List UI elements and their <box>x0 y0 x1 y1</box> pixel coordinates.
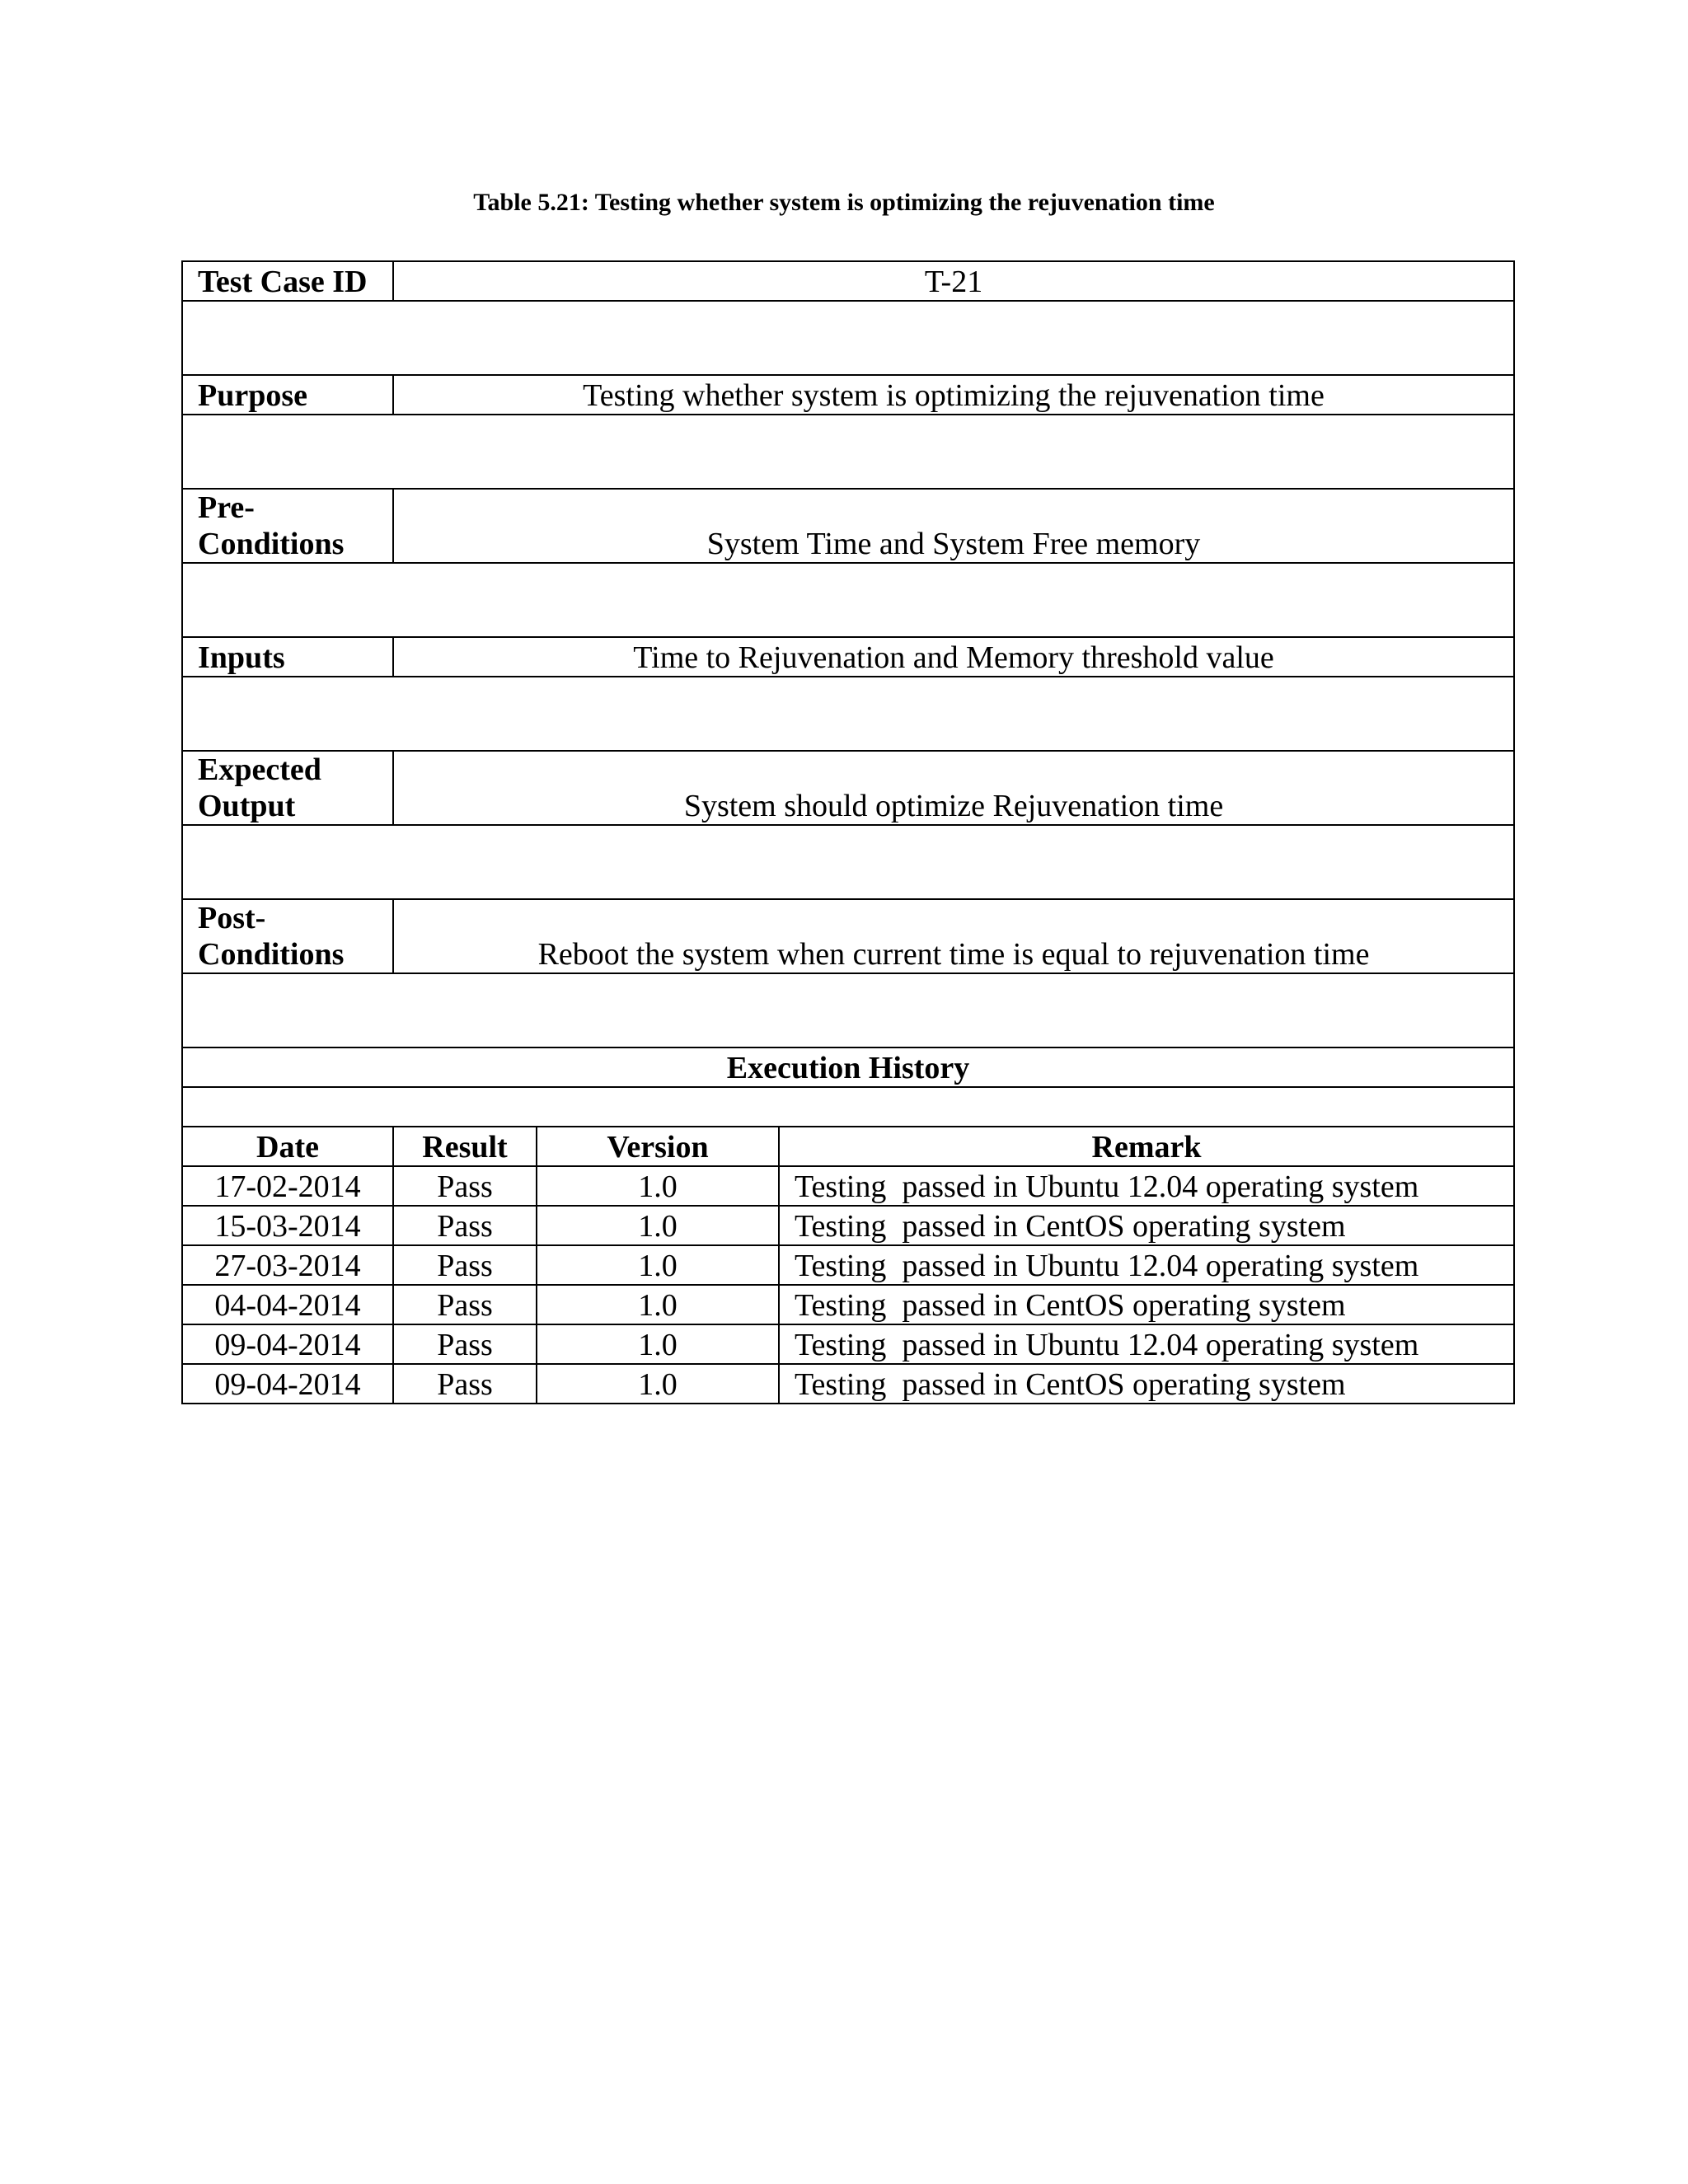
test-case-id-label: Test Case ID <box>182 261 393 301</box>
spacer-row <box>182 563 1514 637</box>
history-header-row <box>182 1127 1514 1166</box>
row-post-conditions <box>182 899 1514 973</box>
spacer-cell <box>182 825 1514 899</box>
cell-remark: Testing passed in CentOS operating system <box>779 1285 1514 1324</box>
pre-conditions-label-line1: Pre- <box>198 490 255 525</box>
cell-date: 27-03-2014 <box>182 1245 393 1285</box>
header-date: Date <box>182 1127 393 1166</box>
cell-result: Pass <box>393 1324 537 1364</box>
header-remark: Remark <box>779 1127 1514 1166</box>
spacer-row <box>182 825 1514 899</box>
cell-date: 04-04-2014 <box>182 1285 393 1324</box>
cell-result: Pass <box>393 1166 537 1206</box>
spacer-cell <box>182 677 1514 751</box>
spacer-cell <box>182 563 1514 637</box>
row-pre-conditions <box>182 489 1514 563</box>
cell-result: Pass <box>393 1364 537 1404</box>
table-row <box>182 1364 1514 1404</box>
expected-output-label-line2: Output <box>198 789 296 823</box>
table-caption: Table 5.21: Testing whether system is optimizing the rejuvenation time <box>473 189 1215 216</box>
spacer-row <box>182 415 1514 489</box>
cell-date: 17-02-2014 <box>182 1166 393 1206</box>
spacer-row <box>182 1087 1514 1127</box>
spacer-cell <box>182 415 1514 489</box>
header-version: Version <box>537 1127 779 1166</box>
cell-date: 09-04-2014 <box>182 1364 393 1404</box>
row-inputs <box>182 637 1514 677</box>
spacer-cell <box>182 301 1514 375</box>
row-execution-history-title <box>182 1047 1514 1087</box>
spacer-row <box>182 301 1514 375</box>
expected-output-value: System should optimize Rejuvenation time <box>393 751 1514 825</box>
cell-version: 1.0 <box>537 1364 779 1404</box>
cell-remark: Testing passed in CentOS operating system <box>779 1364 1514 1404</box>
pre-conditions-label-line2: Conditions <box>198 527 345 561</box>
cell-result: Pass <box>393 1245 537 1285</box>
post-conditions-label <box>182 899 393 973</box>
table-row <box>182 1206 1514 1245</box>
cell-result: Pass <box>393 1206 537 1245</box>
purpose-label: Purpose <box>182 375 393 415</box>
spacer-cell <box>182 1087 1514 1127</box>
header-result: Result <box>393 1127 537 1166</box>
cell-version: 1.0 <box>537 1206 779 1245</box>
table-row <box>182 1245 1514 1285</box>
cell-remark: Testing passed in CentOS operating system <box>779 1206 1514 1245</box>
test-case-id-value: T-21 <box>393 261 1514 301</box>
pre-conditions-value: System Time and System Free memory <box>393 489 1514 563</box>
row-purpose <box>182 375 1514 415</box>
spacer-cell <box>182 973 1514 1047</box>
cell-remark: Testing passed in Ubuntu 12.04 operating system <box>779 1245 1514 1285</box>
cell-date: 15-03-2014 <box>182 1206 393 1245</box>
inputs-label: Inputs <box>182 637 393 677</box>
spacer-row <box>182 677 1514 751</box>
cell-version: 1.0 <box>537 1166 779 1206</box>
inputs-value: Time to Rejuvenation and Memory threshold value <box>393 637 1514 677</box>
cell-result: Pass <box>393 1285 537 1324</box>
execution-history-title: Execution History <box>182 1047 1514 1087</box>
row-expected-output <box>182 751 1514 825</box>
cell-remark: Testing passed in Ubuntu 12.04 operating system <box>779 1324 1514 1364</box>
post-conditions-value: Reboot the system when current time is equal to rejuvenation time <box>393 899 1514 973</box>
post-conditions-label-line1: Post- <box>198 901 266 935</box>
row-test-case-id <box>182 261 1514 301</box>
cell-remark: Testing passed in Ubuntu 12.04 operating system <box>779 1166 1514 1206</box>
cell-version: 1.0 <box>537 1245 779 1285</box>
cell-date: 09-04-2014 <box>182 1324 393 1364</box>
table-row <box>182 1324 1514 1364</box>
cell-version: 1.0 <box>537 1324 779 1364</box>
pre-conditions-label <box>182 489 393 563</box>
expected-output-label-line1: Expected <box>198 752 321 787</box>
purpose-value: Testing whether system is optimizing the rejuvenation time <box>393 375 1514 415</box>
spacer-row <box>182 973 1514 1047</box>
table-row <box>182 1166 1514 1206</box>
cell-version: 1.0 <box>537 1285 779 1324</box>
table-row <box>182 1285 1514 1324</box>
post-conditions-label-line2: Conditions <box>198 937 345 972</box>
expected-output-label <box>182 751 393 825</box>
test-case-table <box>181 260 1515 1404</box>
